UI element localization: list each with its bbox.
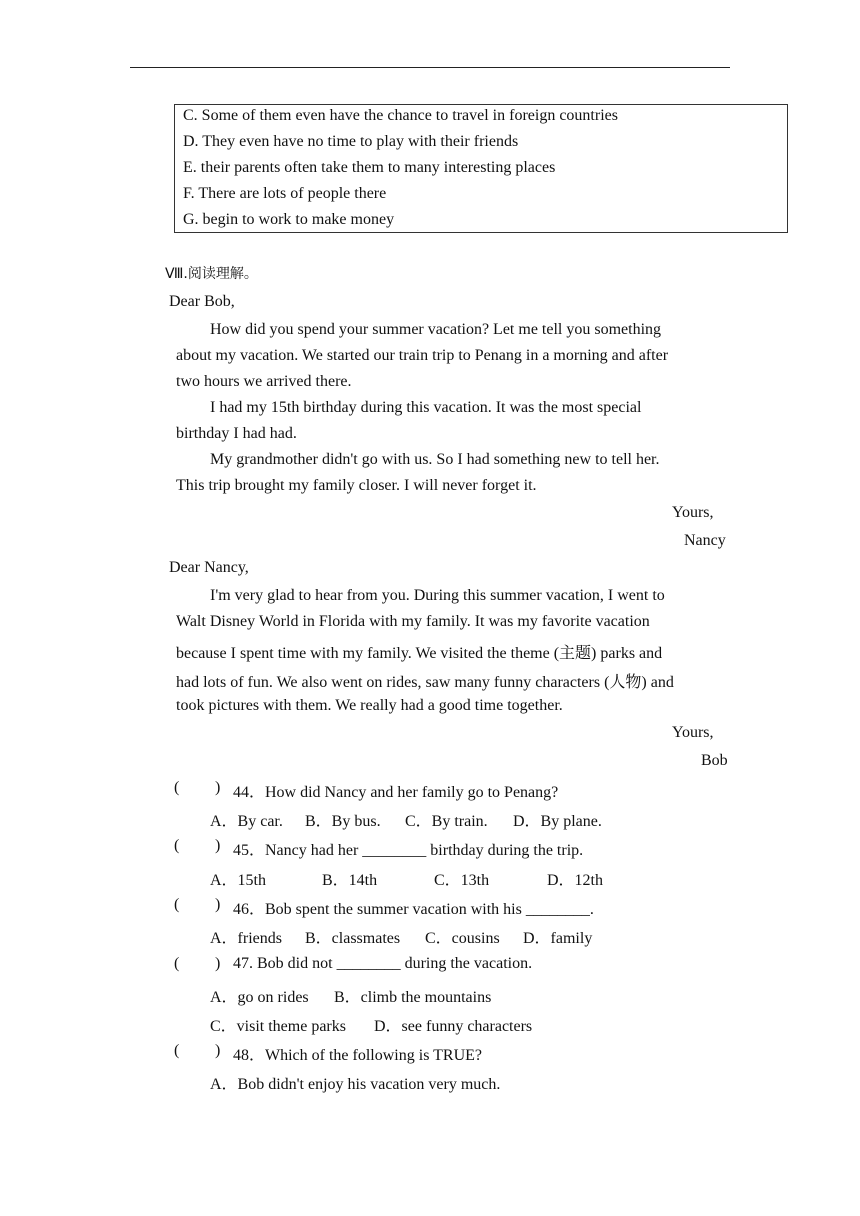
letter1-line: two hours we arrived there. <box>176 373 352 390</box>
q46-option-a: A．friends <box>210 930 282 947</box>
letter1-line: My grandmother didn't go with us. So I had something new to tell her. <box>210 451 660 468</box>
answer-paren-open: ( <box>174 837 180 854</box>
option-e: E. their parents often take them to many interesting places <box>183 159 556 176</box>
q46-option-d: D．family <box>523 930 593 947</box>
answer-paren-open: ( <box>174 1042 180 1059</box>
question-46: 46．Bob spent the summer vacation with his ________. <box>233 901 594 918</box>
option-c: C. Some of them even have the chance to travel in foreign countries <box>183 107 618 124</box>
answer-paren-open: ( <box>174 896 180 913</box>
q46-option-b: B．classmates <box>305 930 401 947</box>
answer-paren-close: ) <box>215 896 221 913</box>
q44-option-a: A．By car. <box>210 813 283 830</box>
q47-option-b: B．climb the mountains <box>334 989 492 1006</box>
question-45: 45．Nancy had her ________ birthday during the trip. <box>233 842 584 859</box>
q45-option-c: C．13th <box>434 872 490 889</box>
letter1-line: This trip brought my family closer. I will never forget it. <box>176 477 537 494</box>
answer-paren-close: ) <box>215 779 221 796</box>
question-47: 47. Bob did not ________ during the vacation. <box>233 955 533 972</box>
letter2-line: took pictures with them. We really had a good time together. <box>176 697 563 714</box>
letter2-line: had lots of fun. We also went on rides, saw many funny characters (人物) and <box>176 674 674 691</box>
q45-option-d: D．12th <box>547 872 604 889</box>
letter1-greeting: Dear Bob, <box>169 293 235 310</box>
q48-option-a: A．Bob didn't enjoy his vacation very much. <box>210 1076 501 1093</box>
letter1-signature: Nancy <box>684 532 726 549</box>
answer-paren-close: ) <box>215 1042 221 1059</box>
letter2-line: Walt Disney World in Florida with my family. It was my favorite vacation <box>176 613 650 630</box>
letter1-line: about my vacation. We started our train trip to Penang in a morning and after <box>176 347 669 364</box>
question-48: 48．Which of the following is TRUE? <box>233 1047 483 1064</box>
answer-paren-open: ( <box>174 779 180 796</box>
letter2-greeting: Dear Nancy, <box>169 559 249 576</box>
options-box <box>174 104 788 233</box>
q47-option-c: C．visit theme parks <box>210 1018 346 1035</box>
answer-paren-close: ) <box>215 955 221 972</box>
option-f: F. There are lots of people there <box>183 185 387 202</box>
letter2-line: I'm very glad to hear from you. During this summer vacation, I went to <box>210 587 665 604</box>
letter2-closing: Yours, <box>672 724 714 741</box>
letter1-line: I had my 15th birthday during this vacation. It was the most special <box>210 399 642 416</box>
q44-option-b: B．By bus. <box>305 813 381 830</box>
answer-paren-close: ) <box>215 837 221 854</box>
letter1-closing: Yours, <box>672 504 714 521</box>
letter1-line: birthday I had had. <box>176 425 297 442</box>
question-44: 44．How did Nancy and her family go to Penang? <box>233 784 559 801</box>
letter2-line: because I spent time with my family. We visited the theme (主题) parks and <box>176 645 663 662</box>
letter2-signature: Bob <box>701 752 728 769</box>
section-heading: Ⅷ.阅读理解。 <box>165 266 258 282</box>
q45-option-b: B．14th <box>322 872 378 889</box>
q47-option-a: A．go on rides <box>210 989 309 1006</box>
answer-paren-open: ( <box>174 955 180 972</box>
q45-option-a: A．15th <box>210 872 267 889</box>
q44-option-d: D．By plane. <box>513 813 602 830</box>
header-rule <box>130 67 730 68</box>
q46-option-c: C．cousins <box>425 930 500 947</box>
letter1-line: How did you spend your summer vacation? Let me tell you something <box>210 321 662 338</box>
q44-option-c: C．By train. <box>405 813 488 830</box>
option-d: D. They even have no time to play with their friends <box>183 133 519 150</box>
option-g: G. begin to work to make money <box>183 211 395 228</box>
q47-option-d: D．see funny characters <box>374 1018 533 1035</box>
